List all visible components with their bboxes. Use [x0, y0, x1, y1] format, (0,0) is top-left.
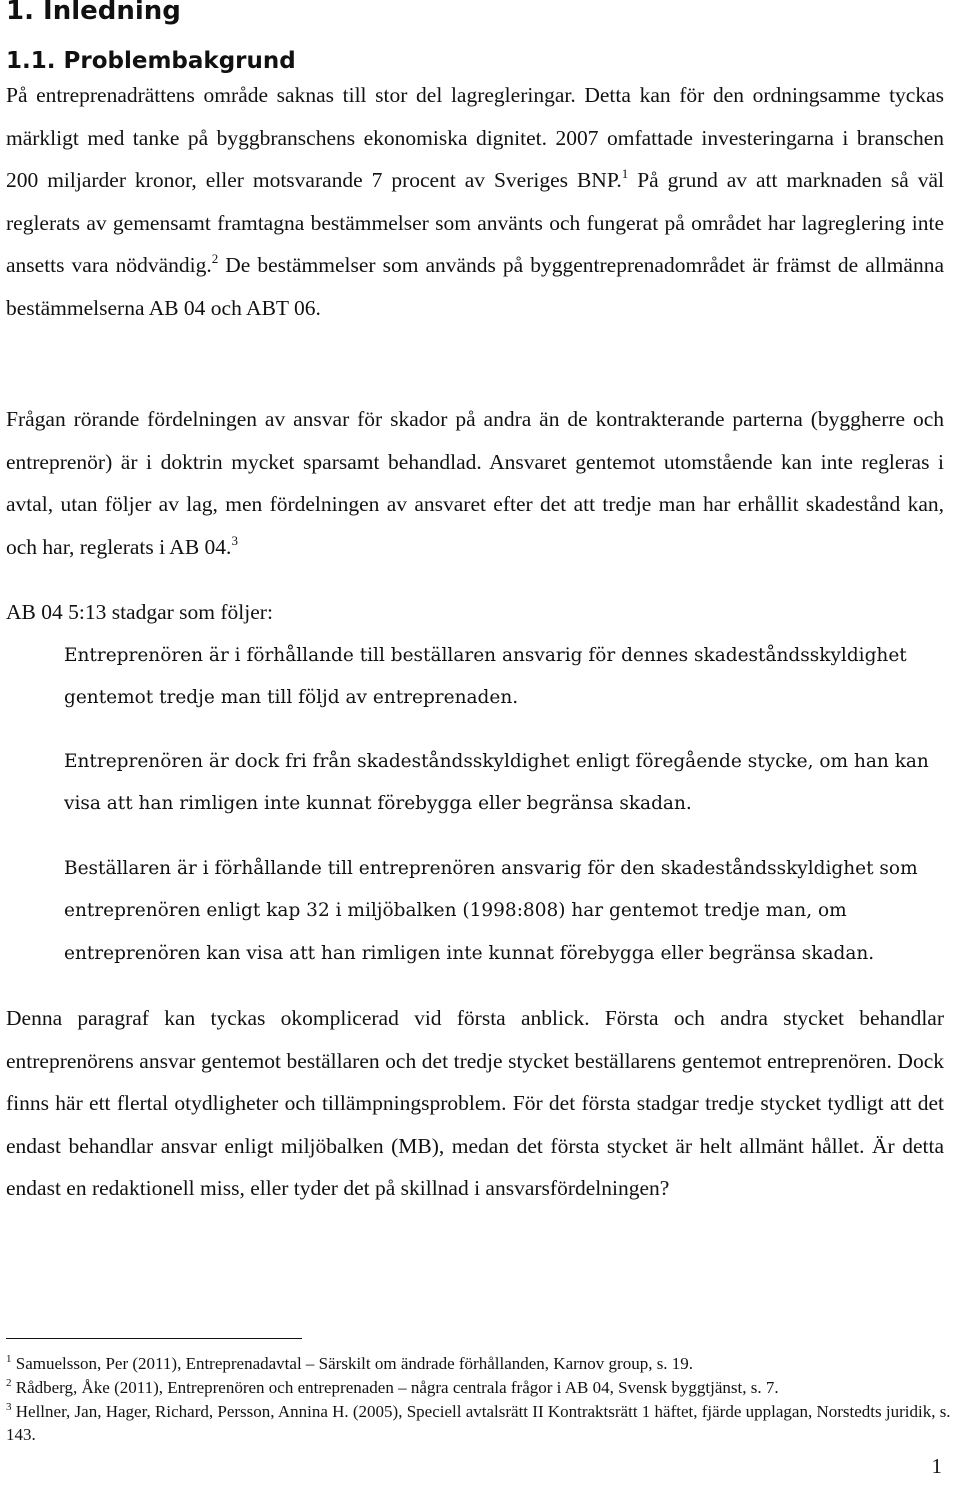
- page-number: 1: [931, 1454, 942, 1478]
- paragraph-3: AB 04 5:13 stadgar som följer:: [6, 600, 273, 624]
- footnote-1: [6, 1353, 956, 1376]
- footnote-3: [6, 1401, 956, 1446]
- footnote-2-text: Rådberg, Åke (2011), Entreprenören och entreprenaden – några centrala frågor i AB 04, Svensk byggtjänst, s. 7.: [15, 1378, 779, 1397]
- footnote-2: [6, 1377, 956, 1400]
- paragraph-1-text-b: På grund av att marknaden så väl reglerats av gemensamt framtagna bestämmelser som använts och fungerat på området har lagreglering inte ansetts vara nödvändig.: [6, 168, 944, 278]
- chapter-heading: [6, 0, 181, 26]
- footnote-ref-2: 2: [211, 251, 219, 267]
- quote-paragraph-2: Entreprenören är dock fri från skadeståndsskyldighet enligt föregående stycke, om han kan visa att han rimligen inte kunnat förebygga eller begränsa skadan.: [64, 751, 929, 815]
- footnote-separator: [6, 1338, 302, 1339]
- paragraph-1: [6, 74, 944, 330]
- section-title: Problembakgrund: [63, 48, 296, 74]
- quote-paragraph-1: Entreprenören är i förhållande till beställaren ansvarig för dennes skadeståndsskyldighet gentemot tredje man till följd av entreprenaden.: [64, 645, 907, 709]
- footnote-3-text: Hellner, Jan, Hager, Richard, Persson, Annina H. (2005), Speciell avtalsrätt II Kontraktsrätt 1 häftet, fjärde upplagan, Norstedts juridik, s. 143.: [6, 1402, 951, 1444]
- footnote-3-number: 3: [6, 1401, 12, 1413]
- paragraph-1-text-a: På entreprenadrättens område saknas till stor del lagregleringar. Detta kan för den ordningsamme tyckas märkligt med tanke på byggbranschens ekonomiska dignitet. 2007 omfattade investeringarna i branschen 200 miljarder kronor, eller motsvarande 7 procent av Sveriges BNP.: [6, 83, 944, 193]
- footnote-ref-3: 3: [231, 532, 238, 548]
- section-heading: [6, 48, 296, 74]
- paragraph-2: [6, 398, 944, 568]
- chapter-title: Inledning: [43, 0, 181, 26]
- footnote-1-text: Samuelsson, Per (2011), Entreprenadavtal – Särskilt om ändrade förhållanden, Karnov group, s. 19.: [15, 1354, 694, 1373]
- paragraph-2-text: Frågan rörande fördelningen av ansvar för skador på andra än de kontrakterande parterna (byggherre och entreprenör) är i doktrin mycket sparsamt behandlad. Ansvaret gentemot utomstående kan inte regleras i avtal, utan följer av lag, men fördelningen av ansvaret efter det att tredje man har erhållit skadestånd kan, och har, reglerats i AB 04.: [6, 407, 944, 559]
- section-number: 1.1.: [6, 48, 56, 74]
- chapter-number: 1.: [6, 0, 34, 26]
- footnote-2-number: 2: [6, 1377, 12, 1389]
- footnote-ref-1: 1: [621, 166, 629, 182]
- footnote-1-number: 1: [6, 1353, 12, 1365]
- quote-paragraph-3: Beställaren är i förhållande till entreprenören ansvarig för den skadeståndsskyldighet som entreprenören enligt kap 32 i miljöbalken (1998:808) har gentemot tredje man, om entreprenören kan visa att han rimligen inte kunnat förebygga eller begränsa skadan.: [64, 858, 918, 964]
- paragraph-1-text-c: De bestämmelser som används på byggentreprenadområdet är främst de allmänna bestämmelserna AB 04 och ABT 06.: [6, 253, 944, 320]
- paragraph-4: Denna paragraf kan tyckas okomplicerad vid första anblick. Första och andra stycket behandlar entreprenörens ansvar gentemot beställaren och det tredje stycket beställarens gentemot entreprenören. Dock finns här ett flertal otydligheter och tillämpningsproblem. För det första stadgar tredje stycket tydligt att det endast behandlar ansvar enligt miljöbalken (MB), medan det första stycket är helt allmänt hållet. Är detta endast en redaktionell miss, eller tyder det på skillnad i ansvarsfördelningen?: [6, 1006, 944, 1201]
